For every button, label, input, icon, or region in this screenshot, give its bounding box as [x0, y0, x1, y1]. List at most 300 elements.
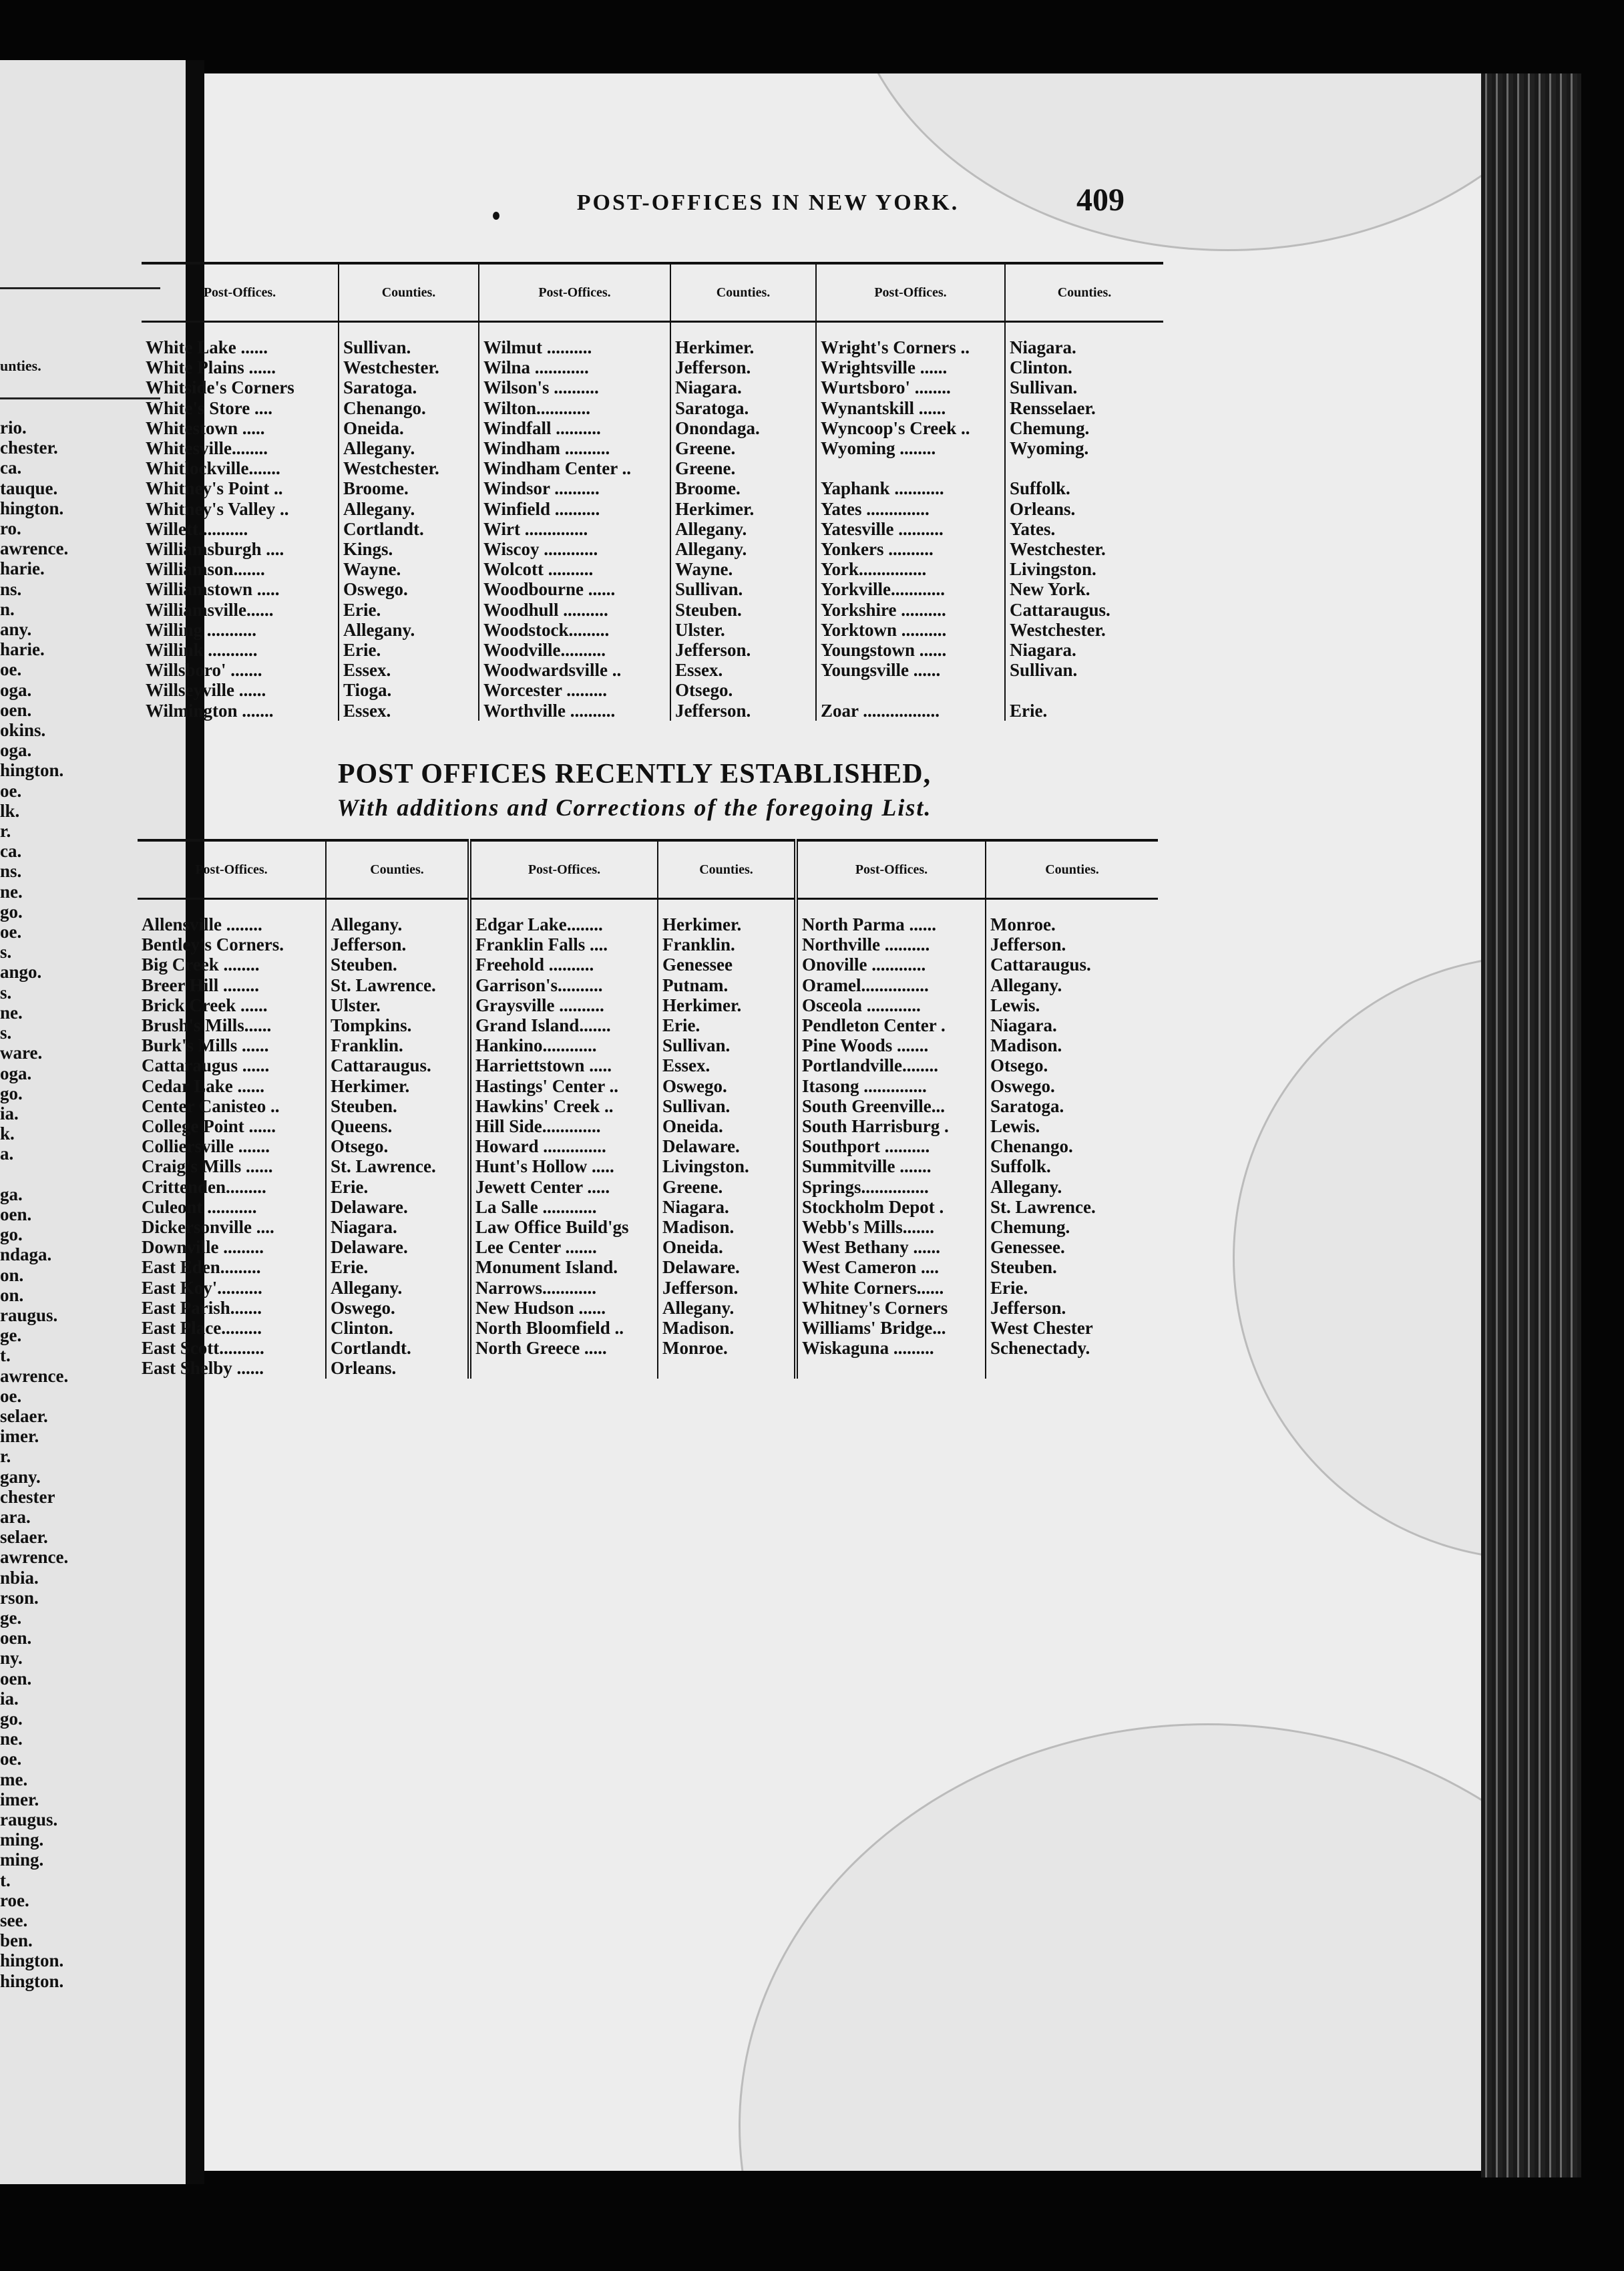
post-office-cell: Breer Hill ........: [142, 975, 259, 995]
county-cell: Jefferson.: [670, 357, 816, 377]
facing-page-list-item: imer.: [0, 1426, 39, 1447]
table-row: [142, 660, 1163, 680]
facing-page-list-item: oen.: [0, 699, 32, 720]
county-cell: Essex.: [339, 701, 479, 721]
post-office-cell: Wyoming ........: [816, 438, 1005, 458]
facing-page-list-item: ge.: [0, 1325, 22, 1346]
facing-page-list-item: oen.: [0, 1668, 32, 1689]
post-office-cell: Craig's Mills ......: [142, 1156, 273, 1177]
post-office-cell: Cedar Lake ......: [142, 1075, 265, 1096]
post-office-cell: Onoville ............: [796, 954, 986, 975]
county-cell: Allegany.: [326, 1278, 469, 1298]
facing-page-list-item: ne.: [0, 881, 23, 902]
facing-page-list-item: a.: [0, 1144, 14, 1164]
post-office-cell: Wurtsboro' ........: [816, 377, 1005, 397]
post-office-cell: Wyncoop's Creek ..: [816, 418, 1005, 438]
post-office-cell: West Cameron ....: [796, 1257, 986, 1277]
table-row: [142, 620, 1163, 640]
table-row: [138, 1015, 1158, 1035]
post-office-cell: Northville ..........: [796, 934, 986, 954]
facing-page-list-item: chester: [0, 1486, 55, 1507]
county-cell: Westchester.: [1005, 539, 1163, 559]
post-office-cell: East Shelby ......: [142, 1358, 264, 1379]
facing-page-list-item: ia.: [0, 1103, 19, 1123]
post-office-cell: Windfall ..........: [479, 418, 670, 438]
table-row: [138, 1156, 1158, 1176]
facing-page-list-item: ware.: [0, 1043, 43, 1063]
facing-page-list-item: go.: [0, 1083, 23, 1103]
post-office-cell: Colliersville .......: [142, 1136, 270, 1157]
facing-page-list-item: gany.: [0, 1466, 41, 1487]
county-cell: Greene.: [670, 438, 816, 458]
facing-page-list-item: nbia.: [0, 1567, 39, 1588]
county-cell: Jefferson.: [670, 701, 816, 721]
post-office-cell: Lee Center .......: [469, 1237, 658, 1257]
county-cell: [658, 1358, 796, 1378]
post-office-cell: Hawkins' Creek ..: [469, 1096, 658, 1116]
county-cell: Essex.: [339, 660, 479, 680]
county-cell: Niagara.: [986, 1015, 1158, 1035]
post-office-cell: Williamsburgh ....: [146, 539, 284, 560]
post-office-cell: Winfield ..........: [479, 499, 670, 519]
facing-page-list-item: oe.: [0, 1385, 22, 1406]
facing-page-list-item: ming.: [0, 1829, 44, 1850]
facing-page-list-item: oe.: [0, 922, 22, 942]
post-office-cell: North Parma ......: [796, 899, 986, 935]
county-cell: Niagara.: [1005, 322, 1163, 358]
post-office-cell: Whitney's Point ..: [146, 478, 283, 499]
county-cell: Sullivan.: [670, 579, 816, 599]
post-office-cell: White's Store ....: [146, 397, 272, 418]
post-office-cell: Woodwardsville ..: [479, 660, 670, 680]
table-row: [142, 579, 1163, 599]
facing-page-list-item: awrence.: [0, 1365, 69, 1386]
post-office-cell: Woodstock.........: [479, 620, 670, 640]
page-edges: [1481, 73, 1581, 2177]
county-cell: Oswego.: [326, 1298, 469, 1318]
county-cell: Niagara.: [670, 377, 816, 397]
county-cell: Niagara.: [658, 1197, 796, 1217]
county-cell: Livingston.: [658, 1156, 796, 1176]
county-cell: Steuben.: [670, 600, 816, 620]
post-office-cell: Wirt ..............: [479, 519, 670, 539]
county-cell: Suffolk.: [986, 1156, 1158, 1176]
post-office-cell: [816, 458, 1005, 478]
county-cell: Oneida.: [658, 1237, 796, 1257]
post-office-cell: Zoar .................: [816, 701, 1005, 721]
post-office-cell: Williams' Bridge...: [796, 1318, 986, 1338]
post-office-cell: North Greece .....: [469, 1338, 658, 1358]
county-cell: Steuben.: [326, 1096, 469, 1116]
post-office-cell: Webb's Mills.......: [796, 1217, 986, 1237]
county-cell: Tioga.: [339, 680, 479, 700]
county-cell: Sullivan.: [658, 1035, 796, 1055]
column-header-counties: Counties.: [1005, 263, 1163, 322]
facing-page-list-item: r.: [0, 821, 11, 842]
county-cell: Orleans.: [326, 1358, 469, 1378]
post-office-cell: Wilmington .......: [146, 700, 274, 721]
post-office-cell: Narrows............: [469, 1278, 658, 1298]
table-row: [138, 1257, 1158, 1277]
post-office-cell: South Harrisburg .: [796, 1116, 986, 1136]
county-cell: Cattaraugus.: [1005, 600, 1163, 620]
table-row: [142, 377, 1163, 397]
county-cell: New York.: [1005, 579, 1163, 599]
post-office-cell: Willseyville ......: [146, 680, 266, 701]
table-row: [142, 519, 1163, 539]
facing-page-list-item: t.: [0, 1345, 11, 1366]
column-header-post-offices: Post-Offices.: [796, 840, 986, 899]
post-office-cell: Osceola ............: [796, 995, 986, 1015]
table-row: [138, 934, 1158, 954]
county-cell: Herkimer.: [670, 322, 816, 358]
facing-page-list-item: roe.: [0, 1890, 29, 1910]
table-row: [138, 1298, 1158, 1318]
post-office-cell: East Koy'..........: [142, 1277, 262, 1298]
county-cell: Wayne.: [670, 559, 816, 579]
county-cell: Erie.: [339, 600, 479, 620]
facing-page-list-item: chester.: [0, 438, 58, 458]
county-cell: Lewis.: [986, 995, 1158, 1015]
table-row: [138, 1076, 1158, 1096]
table-row: [138, 1116, 1158, 1136]
post-office-cell: Hill Side.............: [469, 1116, 658, 1136]
county-cell: Chemung.: [986, 1217, 1158, 1237]
county-cell: Chemung.: [1005, 418, 1163, 438]
facing-page-list-item: awrence.: [0, 538, 69, 559]
facing-page-county-list: [0, 417, 68, 1991]
county-cell: Essex.: [658, 1055, 796, 1075]
facing-page-list-item: ango.: [0, 962, 42, 983]
post-office-cell: [816, 680, 1005, 700]
facing-page-list-item: oe.: [0, 780, 22, 801]
county-cell: Allegany.: [986, 1177, 1158, 1197]
post-office-cell: Wilna ............: [479, 357, 670, 377]
county-cell: Madison.: [658, 1318, 796, 1338]
county-cell: Rensselaer.: [1005, 398, 1163, 418]
post-office-cell: East Scott..........: [142, 1338, 264, 1359]
facing-page-list-item: ns.: [0, 861, 22, 882]
county-cell: Sullivan.: [339, 322, 479, 358]
county-cell: Jefferson.: [670, 640, 816, 660]
county-cell: Erie.: [339, 640, 479, 660]
table-row: [138, 1278, 1158, 1298]
post-office-cell: West Bethany ......: [796, 1237, 986, 1257]
post-office-cell: Jewett Center .....: [469, 1177, 658, 1197]
county-cell: Wyoming.: [1005, 438, 1163, 458]
table-row: [138, 954, 1158, 975]
post-office-cell: Windsor ..........: [479, 478, 670, 498]
post-office-cell: Downville .........: [142, 1237, 264, 1258]
county-cell: Broome.: [670, 478, 816, 498]
county-cell: Delaware.: [326, 1197, 469, 1217]
table-row: [138, 1136, 1158, 1156]
water-stain: [739, 1723, 1481, 2171]
county-cell: Wayne.: [339, 559, 479, 579]
county-cell: Allegany.: [326, 899, 469, 935]
county-cell: Oswego.: [339, 579, 479, 599]
section-subtitle: With additions and Corrections of the foregoing List.: [337, 794, 932, 821]
facing-page-list-item: ns.: [0, 578, 22, 599]
post-office-cell: Wilson's ..........: [479, 377, 670, 397]
facing-page-list-item: oe.: [0, 659, 22, 680]
facing-page-list-item: go.: [0, 901, 23, 922]
table-row: [138, 1237, 1158, 1257]
post-office-cell: New Hudson ......: [469, 1298, 658, 1318]
post-office-cell: Wrightsville ......: [816, 357, 1005, 377]
county-cell: Allegany.: [670, 539, 816, 559]
table-row: [142, 559, 1163, 579]
county-cell: Steuben.: [326, 954, 469, 975]
facing-page-list-item: ndaga.: [0, 1244, 52, 1265]
county-cell: Cortlandt.: [326, 1338, 469, 1358]
county-cell: Monroe.: [986, 899, 1158, 935]
county-cell: Westchester.: [339, 458, 479, 478]
post-office-cell: Willink ...........: [146, 640, 258, 661]
table-row: [138, 1217, 1158, 1237]
post-office-cell: Willing ...........: [146, 619, 257, 640]
post-office-cell: Wiskaguna .........: [796, 1338, 986, 1358]
post-office-cell: Youngstown ......: [816, 640, 1005, 660]
facing-page-list-item: lk.: [0, 800, 20, 821]
county-cell: Otsego.: [326, 1136, 469, 1156]
facing-page-list-item: raugus.: [0, 1304, 58, 1325]
facing-page-list-item: on.: [0, 1264, 24, 1285]
running-head: POST-OFFICES IN NEW YORK.: [576, 190, 960, 215]
table-row: [142, 357, 1163, 377]
post-office-cell: La Salle ............: [469, 1197, 658, 1217]
county-cell: Clinton.: [326, 1318, 469, 1338]
post-office-cell: Allensville ........: [142, 914, 262, 934]
facing-page-list-item: ca.: [0, 841, 22, 862]
post-office-cell: Crittenden.........: [142, 1176, 266, 1197]
facing-page-list-item: n.: [0, 598, 15, 619]
county-cell: Ulster.: [670, 620, 816, 640]
facing-page-list-item: go.: [0, 1709, 23, 1729]
post-office-cell: Yonkers ..........: [816, 539, 1005, 559]
water-stain: [1233, 955, 1481, 1560]
post-office-cell: Williamson.......: [146, 559, 265, 580]
county-cell: Westchester.: [1005, 620, 1163, 640]
county-cell: Allegany.: [670, 519, 816, 539]
post-office-cell: Oramel...............: [796, 975, 986, 995]
post-office-cell: Freehold ..........: [469, 954, 658, 975]
county-cell: Allegany.: [339, 620, 479, 640]
facing-page-list-item: ne.: [0, 1729, 23, 1749]
facing-page-list-item: selaer.: [0, 1527, 48, 1548]
facing-page-list-item: oen.: [0, 1204, 32, 1224]
post-office-cell: Whitestown .....: [146, 417, 265, 438]
table-row: [138, 1035, 1158, 1055]
column-header-counties: Counties.: [658, 840, 796, 899]
table-row: [142, 640, 1163, 660]
county-cell: Jefferson.: [658, 1278, 796, 1298]
county-cell: Jefferson.: [326, 934, 469, 954]
county-cell: Sullivan.: [1005, 377, 1163, 397]
column-header-post-offices: Post-Offices.: [479, 263, 670, 322]
post-office-cell: Williamstown .....: [146, 579, 280, 600]
county-cell: Jefferson.: [986, 934, 1158, 954]
post-office-cell: Yorktown ..........: [816, 620, 1005, 640]
county-cell: Jefferson.: [986, 1298, 1158, 1318]
post-office-cell: College Point ......: [142, 1116, 276, 1137]
column-header-post-offices: Post-Offices.: [142, 263, 339, 322]
county-cell: Steuben.: [986, 1257, 1158, 1277]
facing-page-list-item: ge.: [0, 1607, 22, 1628]
table-row: [142, 539, 1163, 559]
post-office-cell: Whitney's Valley ..: [146, 498, 289, 519]
post-office-cell: Springs...............: [796, 1177, 986, 1197]
post-office-cell: Hastings' Center ..: [469, 1076, 658, 1096]
section-title: POST OFFICES RECENTLY ESTABLISHED,: [337, 759, 932, 790]
table-row: [138, 995, 1158, 1015]
county-cell: Yates.: [1005, 519, 1163, 539]
county-cell: Delaware.: [658, 1257, 796, 1277]
post-office-cell: Woodhull ..........: [479, 600, 670, 620]
county-cell: Queens.: [326, 1116, 469, 1136]
facing-page-list-item: selaer.: [0, 1405, 48, 1426]
table-row: [142, 680, 1163, 700]
county-cell: Allegany.: [658, 1298, 796, 1318]
county-cell: St. Lawrence.: [326, 975, 469, 995]
facing-page-list-item: s.: [0, 982, 12, 1003]
county-cell: Greene.: [670, 458, 816, 478]
county-cell: Herkimer.: [670, 499, 816, 519]
county-cell: Delaware.: [658, 1136, 796, 1156]
post-office-cell: Worcester .........: [479, 680, 670, 700]
county-cell: St. Lawrence.: [326, 1156, 469, 1176]
county-cell: Tompkins.: [326, 1015, 469, 1035]
post-office-cell: Youngsville ......: [816, 660, 1005, 680]
county-cell: Delaware.: [326, 1237, 469, 1257]
facing-page-list-item: t.: [0, 1870, 11, 1890]
county-cell: Putnam.: [658, 975, 796, 995]
post-office-cell: Harriettstown .....: [469, 1055, 658, 1075]
post-office-cell: Burk's Mills ......: [142, 1035, 269, 1056]
post-office-cell: Williamsville......: [146, 599, 274, 620]
post-office-cell: Portlandville........: [796, 1055, 986, 1075]
column-header-counties: Counties.: [986, 840, 1158, 899]
county-cell: Erie.: [986, 1278, 1158, 1298]
county-cell: St. Lawrence.: [986, 1197, 1158, 1217]
column-header-post-offices: Post-Offices.: [138, 840, 326, 899]
county-cell: Livingston.: [1005, 559, 1163, 579]
county-cell: Herkimer.: [658, 899, 796, 935]
post-office-cell: Grand Island.......: [469, 1015, 658, 1035]
column-header-counties: Counties.: [326, 840, 469, 899]
post-office-cell: White Lake ......: [146, 337, 268, 357]
county-cell: Madison.: [986, 1035, 1158, 1055]
county-cell: Onondaga.: [670, 418, 816, 438]
facing-page-list-item: oen.: [0, 1628, 32, 1648]
column-header-counties: Counties.: [670, 263, 816, 322]
column-header-counties: Counties.: [339, 263, 479, 322]
county-cell: Essex.: [670, 660, 816, 680]
facing-page-rule-top: [0, 287, 160, 289]
facing-page-list-item: tauque.: [0, 478, 58, 498]
facing-page-list-item: see.: [0, 1910, 28, 1931]
post-office-cell: Monument Island.: [469, 1257, 658, 1277]
facing-page-list-item: rio.: [0, 417, 27, 438]
county-cell: [1005, 458, 1163, 478]
county-cell: Oneida.: [339, 418, 479, 438]
page-number: 409: [1076, 182, 1125, 218]
county-cell: Oswego.: [658, 1076, 796, 1096]
county-cell: Herkimer.: [658, 995, 796, 1015]
facing-page-list-item: awrence.: [0, 1547, 69, 1568]
post-office-cell: North Bloomfield ..: [469, 1318, 658, 1338]
county-cell: Westchester.: [339, 357, 479, 377]
facing-page-list-item: ca.: [0, 458, 22, 478]
facing-page-rule-bottom: [0, 397, 160, 399]
county-cell: West Chester: [986, 1318, 1158, 1338]
county-cell: Chenango.: [339, 398, 479, 418]
county-cell: Cortlandt.: [339, 519, 479, 539]
facing-page-list-item: hington.: [0, 498, 64, 518]
facing-page-list-item: k.: [0, 1123, 15, 1144]
facing-page-list-item: oga.: [0, 679, 32, 700]
post-office-cell: Pine Woods .......: [796, 1035, 986, 1055]
county-cell: Allegany.: [986, 975, 1158, 995]
recently-established-table: [138, 839, 1158, 1379]
table-row: [142, 458, 1163, 478]
post-office-cell: Dickersonville ....: [142, 1217, 274, 1238]
county-cell: Genessee: [658, 954, 796, 975]
post-office-cell: Woodville..........: [479, 640, 670, 660]
county-cell: Clinton.: [1005, 357, 1163, 377]
facing-page-list-item: oga.: [0, 740, 32, 761]
facing-page-list-item: on.: [0, 1284, 24, 1305]
table-row: [142, 322, 1163, 358]
post-office-cell: Yorkshire ..........: [816, 600, 1005, 620]
post-office-cell: Windham Center ..: [479, 458, 670, 478]
county-cell: Broome.: [339, 478, 479, 498]
post-office-cell: [796, 1358, 986, 1378]
post-office-cell: Yatesville ..........: [816, 519, 1005, 539]
post-office-cell: Center Canisteo ..: [142, 1095, 280, 1116]
column-header-post-offices: Post-Offices.: [816, 263, 1005, 322]
facing-page-list-item: harie.: [0, 639, 45, 660]
facing-page-list-item: ia.: [0, 1688, 19, 1709]
post-office-cell: Edgar Lake........: [469, 899, 658, 935]
county-cell: Erie.: [1005, 701, 1163, 721]
table-row: [138, 1055, 1158, 1075]
post-office-cell: Wilton............: [479, 398, 670, 418]
county-cell: Niagara.: [1005, 640, 1163, 660]
facing-page-list-item: ga.: [0, 1184, 23, 1204]
post-office-cell: White Plains ......: [146, 357, 276, 378]
post-office-cell: East Place.........: [142, 1318, 262, 1339]
facing-page-list-item: oe.: [0, 1749, 22, 1769]
post-office-cell: Howard ..............: [469, 1136, 658, 1156]
county-cell: Sullivan.: [658, 1096, 796, 1116]
county-cell: Monroe.: [658, 1338, 796, 1358]
post-office-cell: Southport ..........: [796, 1136, 986, 1156]
table-row: [142, 398, 1163, 418]
county-cell: Greene.: [658, 1177, 796, 1197]
county-cell: Erie.: [326, 1257, 469, 1277]
column-header-post-offices: Post-Offices.: [469, 840, 658, 899]
post-office-cell: Wilmut ..........: [479, 322, 670, 358]
county-cell: Allegany.: [339, 438, 479, 458]
post-office-cell: White Corners......: [796, 1278, 986, 1298]
facing-page-list-item: hington.: [0, 1950, 64, 1971]
post-office-cell: East Eden.........: [142, 1257, 261, 1278]
county-cell: Oneida.: [658, 1116, 796, 1136]
post-office-cell: Bentley's Corners.: [142, 934, 284, 955]
table-row: [142, 701, 1163, 721]
table-row: [142, 499, 1163, 519]
